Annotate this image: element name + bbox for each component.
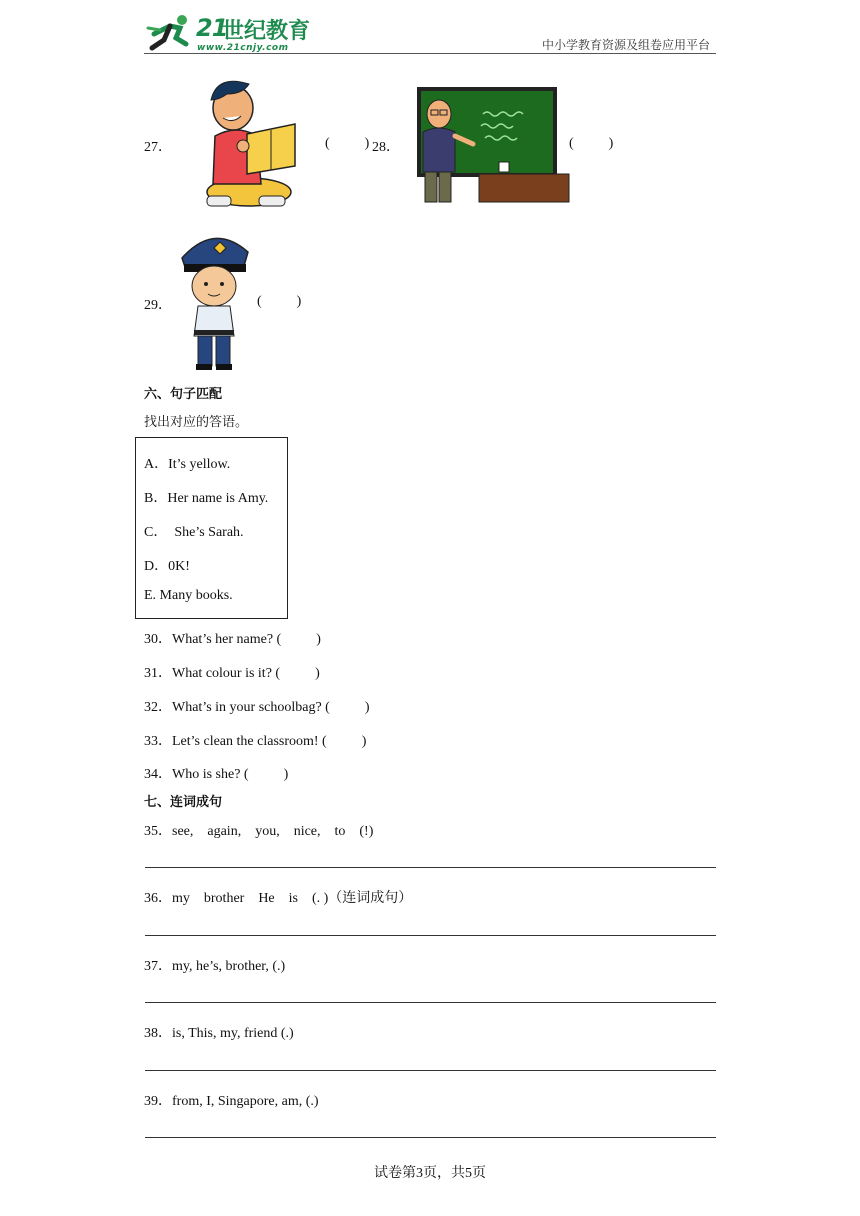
question-32: 32．What’s in your schoolbag? ( ) <box>144 700 370 715</box>
running-figure-icon <box>146 14 196 54</box>
logo-url: www.21cnjy.com <box>197 43 289 53</box>
answer-line-36[interactable] <box>145 935 716 936</box>
option-e: E. Many books. <box>144 588 233 603</box>
question-31: 31．What colour is it? ( ) <box>144 666 320 681</box>
section-6-title: 六、句子匹配 <box>144 387 223 402</box>
question-39: 39．from, I, Singapore, am, (.) <box>144 1094 319 1109</box>
question-38: 38．is, This, my, friend (.) <box>144 1026 294 1041</box>
answer-line-35[interactable] <box>145 867 716 868</box>
question-33: 33．Let’s clean the classroom! ( ) <box>144 734 367 749</box>
page-footer: 试卷第3页，共5页 <box>374 1166 486 1181</box>
section-7-title: 七、连词成句 <box>144 795 223 810</box>
question-34: 34．Who is she? ( ) <box>144 767 289 782</box>
question-30: 30．What’s her name? ( ) <box>144 632 321 647</box>
option-c: C． She’s Sarah. <box>144 525 244 540</box>
question-37: 37．my, he’s, brother, (.) <box>144 959 286 974</box>
option-d: D．0K! <box>144 559 190 574</box>
option-b: B．Her name is Amy. <box>144 491 269 506</box>
question-29-number: 29． <box>144 298 172 313</box>
option-a: A．It’s yellow. <box>144 457 231 472</box>
teacher-at-blackboard-image <box>403 86 571 204</box>
police-officer-image <box>178 230 250 372</box>
question-27-answer-blank[interactable]: ( ) <box>325 136 370 151</box>
answer-line-39[interactable] <box>145 1137 716 1138</box>
header-divider <box>144 53 716 54</box>
question-27-number: 27． <box>144 140 172 155</box>
section-6-instruction: 找出对应的答语。 <box>144 415 249 430</box>
answer-line-38[interactable] <box>145 1070 716 1071</box>
question-28-answer-blank[interactable]: ( ) <box>569 136 614 151</box>
question-35: 35．see, again, you, nice, to (!) <box>144 824 374 839</box>
logo-number: 21 <box>196 14 228 42</box>
header-platform-text: 中小学教育资源及组卷应用平台 <box>541 38 710 52</box>
question-28-number: 28． <box>372 140 400 155</box>
question-29-answer-blank[interactable]: ( ) <box>257 294 302 309</box>
question-36: 36．my brother He is (. )（连词成句） <box>144 891 413 906</box>
logo-text: 世纪教育 <box>222 19 311 44</box>
answer-line-37[interactable] <box>145 1002 716 1003</box>
boy-reading-book-image <box>197 74 299 212</box>
